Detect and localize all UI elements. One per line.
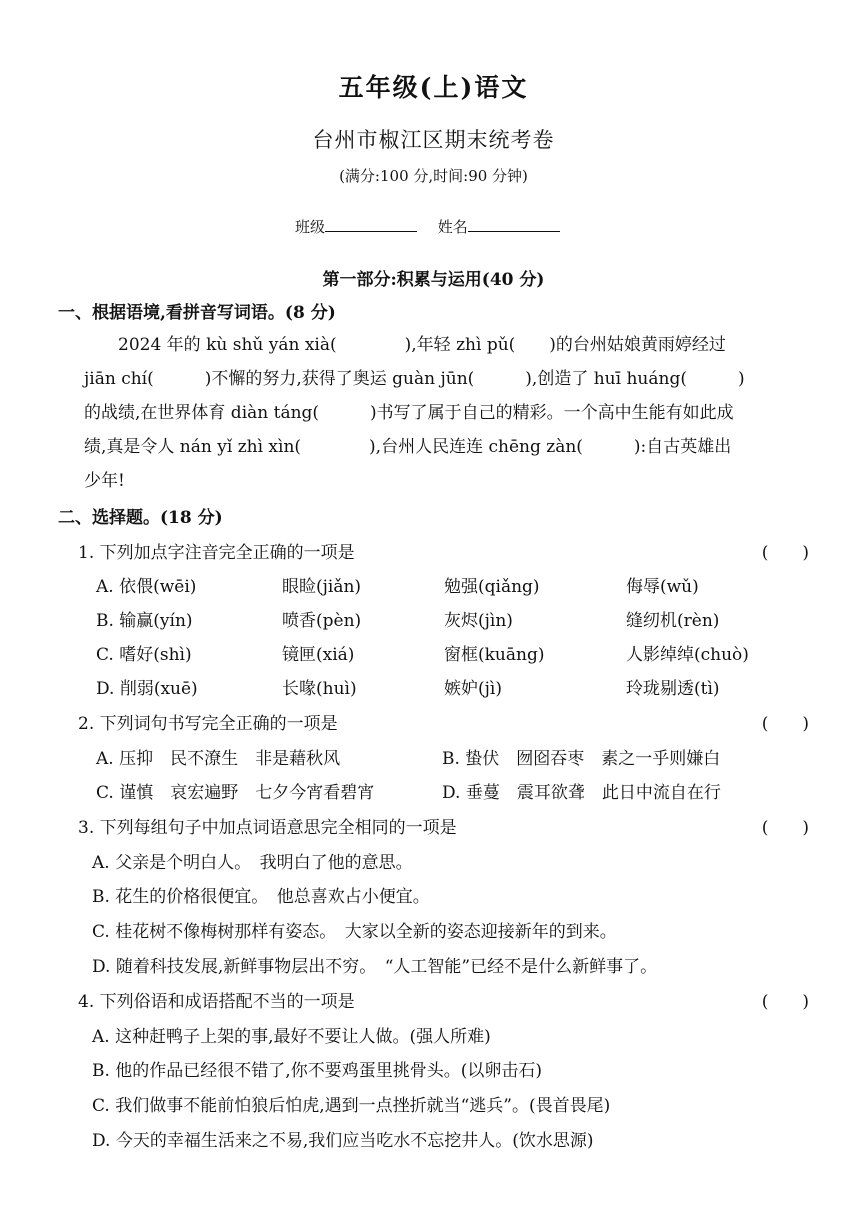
passage-line-1: 2024 年的 kù shǔ yán xià( ),年轻 zhì pǔ( )的台州姑娘黄雨婷经过 (118, 335, 726, 355)
exam-title: 五年级(上)语文 (338, 73, 529, 102)
q4-option-d[interactable]: D. 今天的幸福生活来之不易,我们应当吃水不忘挖井人。(饮水思源) (92, 1131, 594, 1151)
class-label: 班级 (295, 218, 326, 236)
q1-word: 嫉妒(jì) (444, 679, 502, 699)
q2-option-a[interactable]: A. 压抑 民不潦生 非是藉秋风 (96, 749, 341, 769)
q3-option-d[interactable]: D. 随着科技发展,新鲜事物层出不穷。 “人工智能”已经不是什么新鲜事了。 (92, 957, 658, 977)
q3-option-c[interactable]: C. 桂花树不像梅树那样有姿态。 大家以全新的姿态迎接新年的到来。 (92, 922, 617, 942)
question-3-stem: 3. 下列每组句子中加点词语意思完全相同的一项是 (78, 818, 457, 838)
exam-score-info: (满分:100 分,时间:90 分钟) (339, 167, 528, 185)
passage-line-5: 少年! (84, 471, 125, 491)
name-blank[interactable] (468, 217, 560, 232)
q1-option[interactable]: D. 削弱(xuē) (96, 679, 198, 699)
question-2-stem: 2. 下列词句书写完全正确的一项是 (78, 714, 338, 734)
q1-word: 人影绰绰(chuò) (626, 645, 749, 665)
q1-word: 灰烬(jìn) (444, 611, 513, 631)
q4-option-a[interactable]: A. 这种赶鸭子上架的事,最好不要让人做。(强人所难) (92, 1027, 491, 1047)
question-1-answer[interactable]: ( ) (761, 543, 809, 563)
q3-option-b[interactable]: B. 花生的价格很便宜。 他总喜欢占小便宜。 (92, 887, 430, 907)
question-3-answer[interactable]: ( ) (761, 818, 809, 838)
q2-option-d[interactable]: D. 垂蔓 震耳欲聋 此日中流自在行 (442, 783, 721, 803)
student-info (295, 216, 576, 237)
q1-option[interactable]: A. 依偎(wēi) (96, 577, 197, 597)
class-blank[interactable] (325, 217, 417, 232)
q2-option-c[interactable]: C. 谨慎 哀宏遍野 七夕今宵看碧宵 (96, 783, 375, 803)
exam-subtitle: 台州市椒江区期末统考卷 (312, 128, 555, 152)
q3-option-a[interactable]: A. 父亲是个明白人。 我明白了他的意思。 (92, 853, 413, 873)
q1-word: 侮辱(wǔ) (626, 577, 699, 597)
q1-option[interactable]: C. 嗜好(shì) (96, 645, 192, 665)
q1-word: 玲珑剔透(tì) (626, 679, 720, 699)
q1-word: 勉强(qiǎng) (444, 577, 540, 597)
q1-word: 镜匣(xiá) (282, 645, 355, 665)
q1-word: 长喙(huì) (282, 679, 357, 699)
question-2-answer[interactable]: ( ) (761, 714, 809, 734)
q1-word: 喷香(pèn) (282, 611, 362, 631)
passage-line-3: 的战绩,在世界体育 diàn táng( )书写了属于自己的精彩。一个高中生能有如此成 (84, 403, 734, 423)
q4-option-b[interactable]: B. 他的作品已经很不错了,你不要鸡蛋里挑骨头。(以卵击石) (92, 1061, 542, 1081)
passage-line-4: 绩,真是令人 nán yǐ zhì xìn( ),台州人民连连 chēng zàn( ):自古英雄出 (84, 437, 732, 457)
passage-line-2: jiān chí( )不懈的努力,获得了奥运 guàn jūn( ),创造了 huī huáng( ) (84, 369, 745, 389)
q1-word: 窗框(kuāng) (444, 645, 545, 665)
q1-word: 缝纫机(rèn) (626, 611, 720, 631)
question-4-stem: 4. 下列俗语和成语搭配不当的一项是 (78, 992, 355, 1012)
section-two-heading: 二、选择题。(18 分) (58, 508, 223, 528)
q1-option[interactable]: B. 输赢(yín) (96, 611, 193, 631)
q1-word: 眼睑(jiǎn) (282, 577, 362, 597)
part-one-heading: 第一部分:积累与运用(40 分) (322, 270, 545, 290)
section-one-passage (84, 328, 810, 498)
question-1-stem: 1. 下列加点字注音完全正确的一项是 (78, 543, 355, 563)
q2-option-b[interactable]: B. 蛰伏 囫囵吞枣 素之一乎则嫌白 (442, 749, 721, 769)
section-one-heading: 一、根据语境,看拼音写词语。(8 分) (58, 303, 336, 323)
q4-option-c[interactable]: C. 我们做事不能前怕狼后怕虎,遇到一点挫折就当“逃兵”。(畏首畏尾) (92, 1096, 611, 1116)
question-4-answer[interactable]: ( ) (761, 992, 809, 1012)
name-label: 姓名 (437, 218, 468, 236)
